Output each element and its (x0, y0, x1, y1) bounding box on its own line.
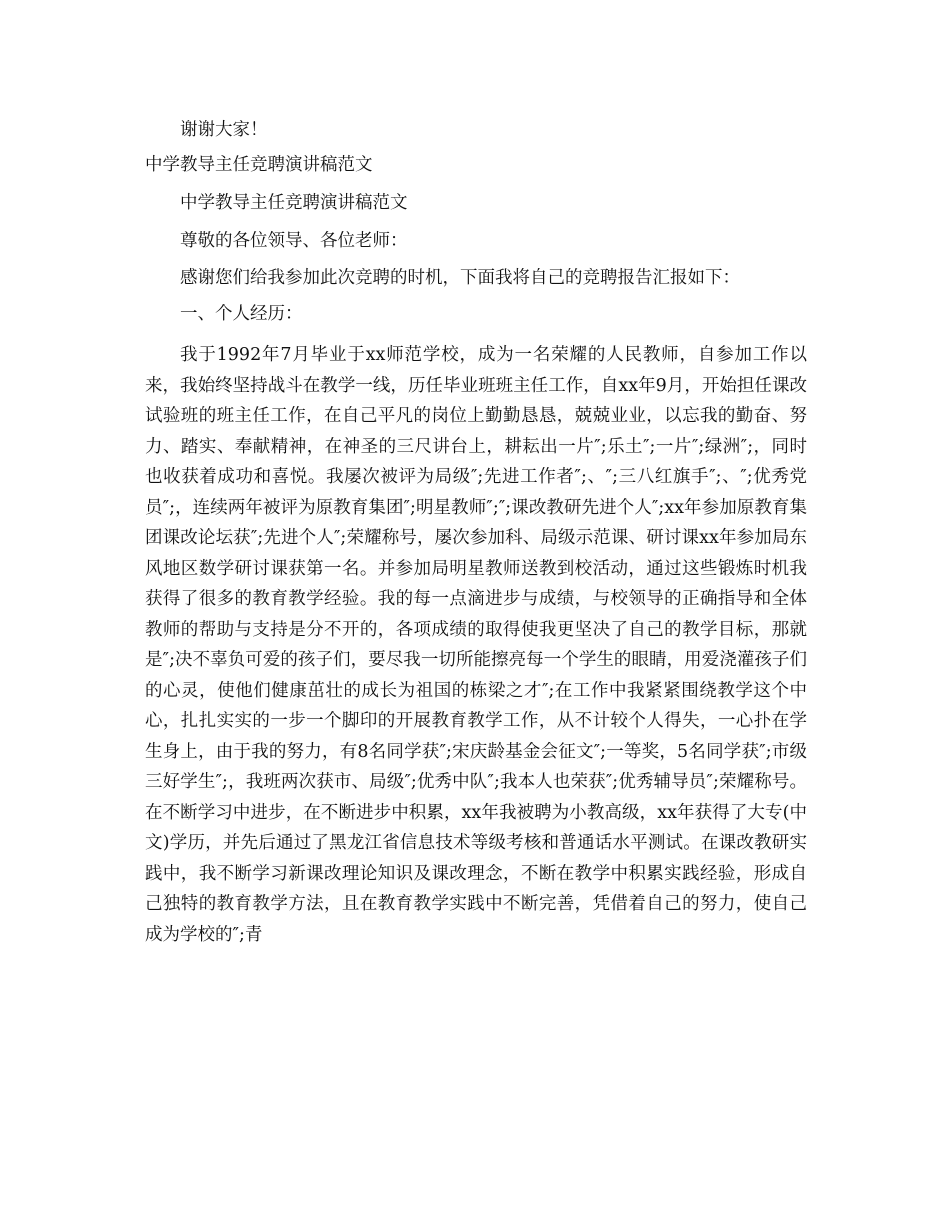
salutation: 尊敬的各位领导、各位老师： (180, 231, 408, 251)
document-heading: 中学教导主任竞聘演讲稿范文 (145, 155, 373, 175)
closing-line: 谢谢大家！ (180, 120, 268, 140)
document-subheading: 中学教导主任竞聘演讲稿范文 (180, 193, 408, 213)
body-paragraph: 我于1992年7月毕业于xx师范学校，成为一名荣耀的人民教师，自参加工作以来，我始终坚持战斗在教学一线，历任毕业班班主任工作，自xx年9月，开始担任课改试验班的班主任工作，在自己平凡的岗位上勤勤恳恳，兢兢业业，以忘我的勤奋、努力、踏实、奉献精神，在神圣的三尺讲台上，耕耘出一片″;乐土″;一片″;绿洲″;，同时也收获着成功和喜悦。我屡次被评为局级″;先进工作者″;、″;三八红旗手″;、″;优秀党员″;，连续两年被评为原教育集团″;明星教师″;″;课改教研先进个人″;xx年参加原教育集团课改论坛获″;先进个人″;荣耀称号，屡次参加科、局级示范课、研讨课xx年参加局东风地区数学研讨课获第一名。并参加局明星教师送教到校活动，通过这些锻炼时机我获得了很多的教育教学经验。我的每一点滴进步与成绩，与校领导的正确指导和全体教师的帮助与支持是分不开的，各项成绩的取得使我更坚决了自己的教学目标，那就是″;决不辜负可爱的孩子们，要尽我一切所能擦亮每一个学生的眼睛，用爱浇灌孩子们的心灵，使他们健康茁壮的成长为祖国的栋梁之才″;在工作中我紧紧围绕教学这个中心，扎扎实实的一步一个脚印的开展教育教学工作，从不计较个人得失，一心扑在学生身上，由于我的努力，有8名同学获″;宋庆龄基金会征文″;一等奖，5名同学获″;市级三好学生″;，我班两次获市、局级″;优秀中队″;我本人也荣获″;优秀辅导员″;荣耀称号。在不断学习中进步，在不断进步中积累，xx年我被聘为小教高级，xx年获得了大专(中文)学历，并先后通过了黑龙江省信息技术等级考核和普通话水平测试。在课改教研实践中，我不断学习新课改理论知识及课改理念，不断在教学中积累实践经验，形成自己独特的教育教学方法，且在教育教学实践中不断完善，凭借着自己的努力，使自己成为学校的″;青 (145, 345, 807, 945)
section-title: 一、个人经历： (180, 304, 303, 324)
intro-paragraph: 感谢您们给我参加此次竞聘的时机，下面我将自己的竞聘报告汇报如下： (180, 268, 740, 288)
